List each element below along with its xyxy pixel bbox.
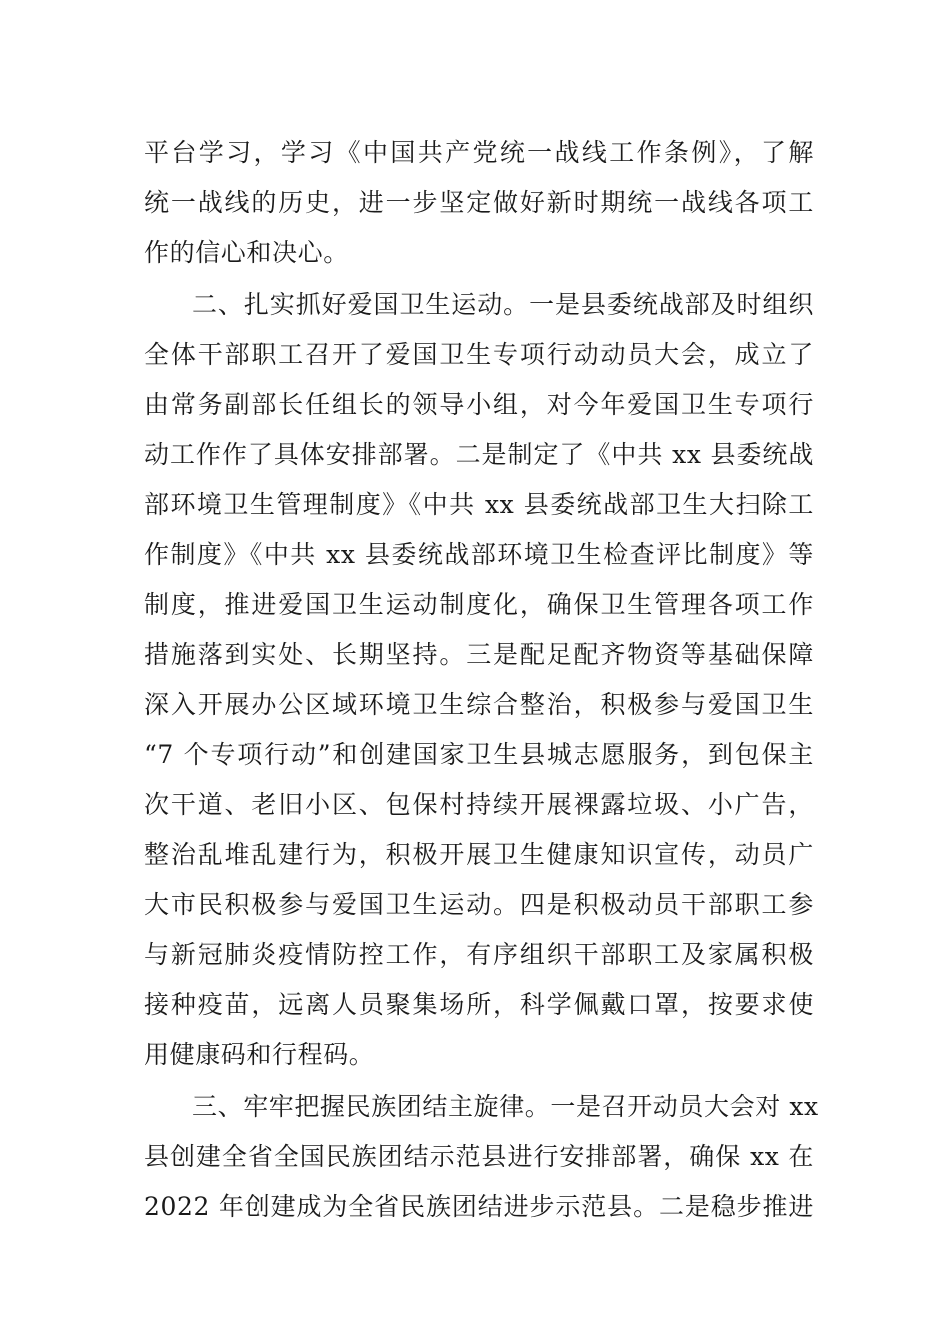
text-line: 二、扎实抓好爱国卫生运动。一是县委统战部及时组织 [192, 290, 814, 319]
text-line: 全体干部职工召开了爱国卫生专项行动动员大会，成立了 [144, 340, 814, 369]
text-line: 次干道、老旧小区、包保村持续开展裸露垃圾、小广告， [144, 790, 814, 819]
paragraph-1 [144, 128, 814, 278]
text-line: 动工作作了具体安排部署。二是制定了《中共 xx 县委统战 [144, 440, 814, 469]
text-line: 三、牢牢把握民族团结主旋律。一是召开动员大会对 xx [192, 1092, 819, 1121]
paragraph-3 [144, 1082, 819, 1232]
text-line: 统一战线的历史，进一步坚定做好新时期统一战线各项工 [144, 188, 814, 217]
text-line: “7 个专项行动”和创建国家卫生县城志愿服务，到包保主 [144, 740, 814, 769]
document-body [144, 128, 819, 1232]
text-line: 接种疫苗，远离人员聚集场所，科学佩戴口罩，按要求使 [144, 990, 814, 1019]
text-line: 制度，推进爱国卫生运动制度化，确保卫生管理各项工作 [144, 590, 814, 619]
paragraph-2 [144, 280, 814, 1080]
text-line: 措施落到实处、长期坚持。三是配足配齐物资等基础保障 [144, 640, 814, 669]
text-line: 作制度》《中共 xx 县委统战部环境卫生检查评比制度》等 [144, 540, 814, 569]
text-line: 与新冠肺炎疫情防控工作，有序组织干部职工及家属积极 [144, 940, 814, 969]
text-line: 平台学习，学习《中国共产党统一战线工作条例》，了解 [144, 138, 814, 167]
text-line: 用健康码和行程码。 [144, 1040, 375, 1069]
text-line: 部环境卫生管理制度》《中共 xx 县委统战部卫生大扫除工 [144, 490, 814, 519]
text-line: 整治乱堆乱建行为，积极开展卫生健康知识宣传，动员广 [144, 840, 814, 869]
text-line: 作的信心和决心。 [144, 238, 349, 267]
text-line: 县创建全省全国民族团结示范县进行安排部署，确保 xx 在 [144, 1142, 814, 1171]
text-line: 2022 年创建成为全省民族团结进步示范县。二是稳步推进 [144, 1192, 814, 1221]
text-line: 深入开展办公区域环境卫生综合整治，积极参与爱国卫生 [144, 690, 814, 719]
text-line: 大市民积极参与爱国卫生运动。四是积极动员干部职工参 [144, 890, 814, 919]
text-line: 由常务副部长任组长的领导小组，对今年爱国卫生专项行 [144, 390, 814, 419]
